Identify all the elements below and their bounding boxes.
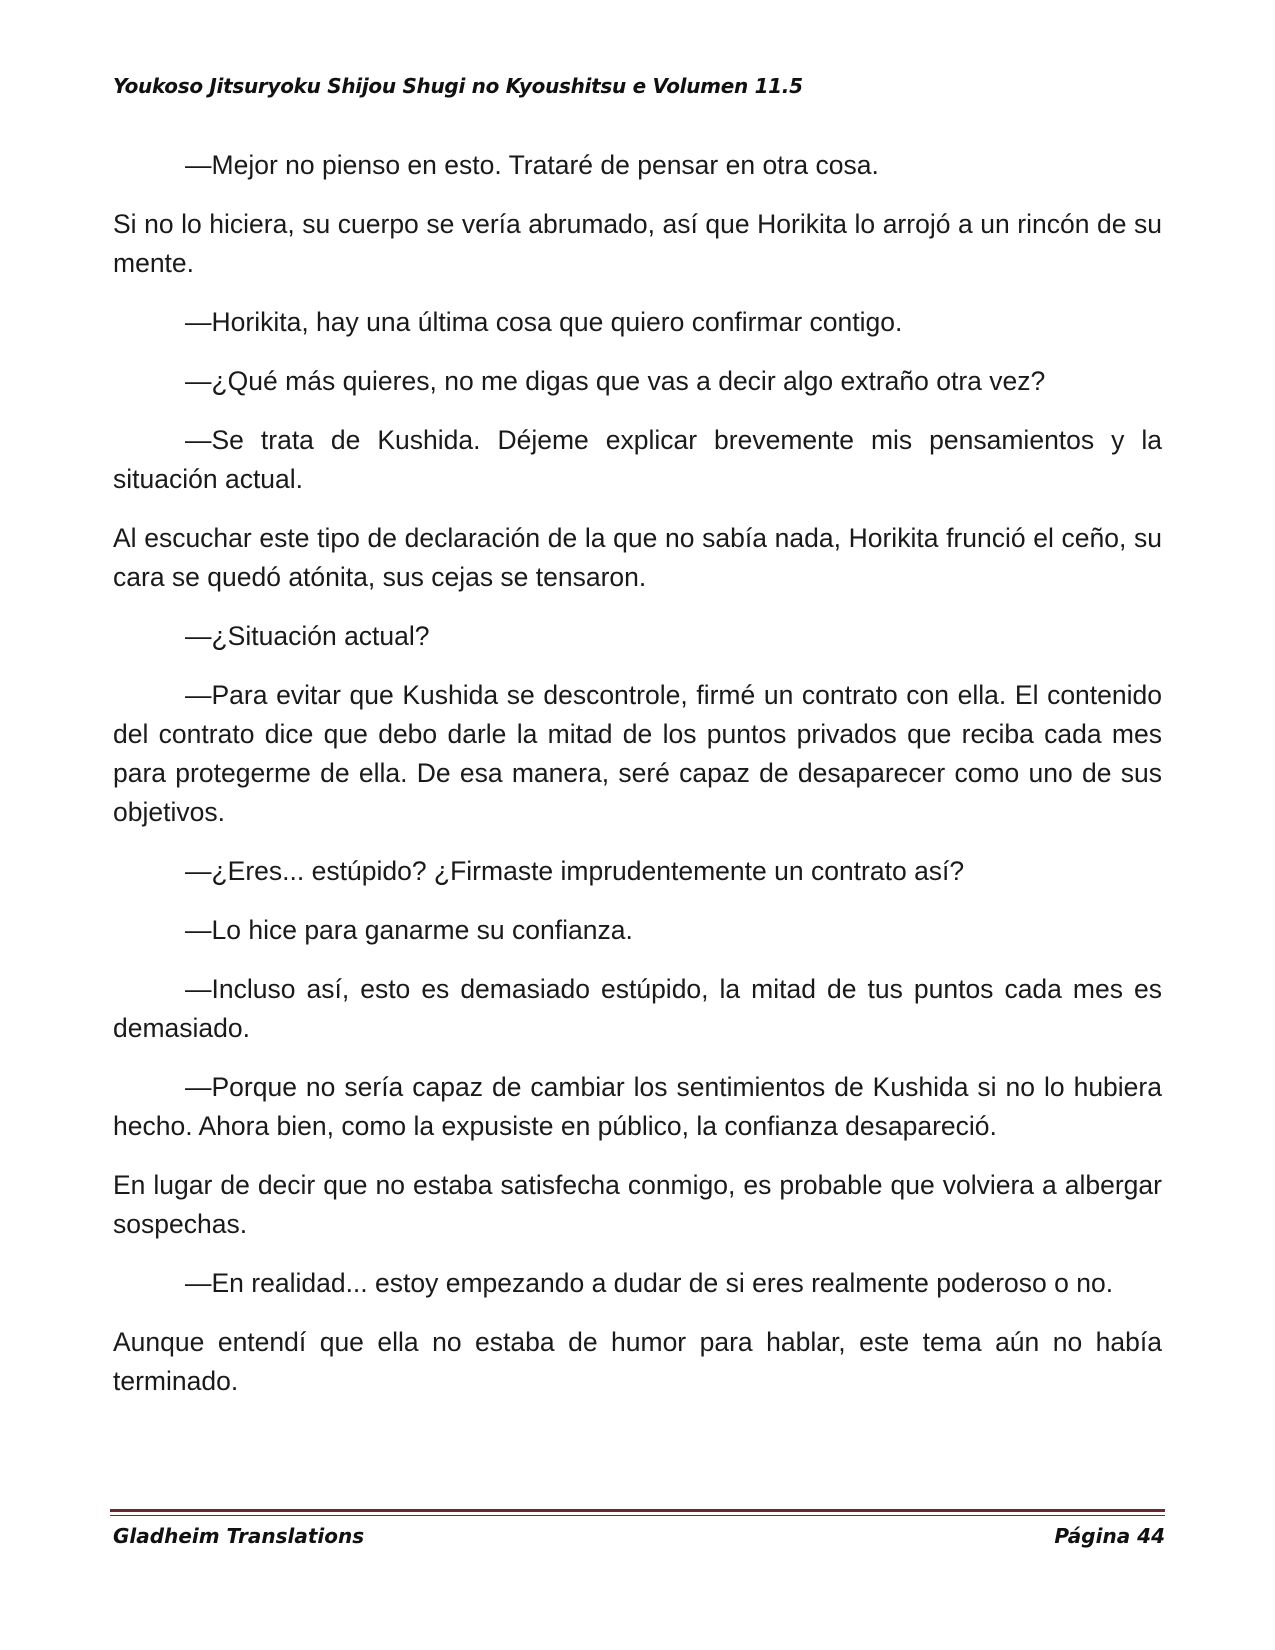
paragraph: En lugar de decir que no estaba satisfecha conmigo, es probable que volviera a albergar sospechas. <box>113 1170 1162 1239</box>
footer-credit: Gladheim Translations <box>113 1524 365 1548</box>
page-number: Página 44 <box>1054 1524 1165 1548</box>
footer-divider <box>110 1509 1165 1512</box>
paragraph: —En realidad... estoy empezando a dudar de si eres realmente poderoso o no. <box>185 1268 1114 1298</box>
paragraph: —Porque no sería capaz de cambiar los sentimientos de Kushida si no lo hubiera hecho. Ahora bien, como la expusiste en público, la confianza desapareció. <box>113 1072 1162 1141</box>
paragraph: —Incluso así, esto es demasiado estúpido, la mitad de tus puntos cada mes es demasiado. <box>113 974 1162 1043</box>
footer-divider-thin <box>110 1515 1165 1516</box>
paragraph: —Horikita, hay una última cosa que quiero confirmar contigo. <box>185 307 903 337</box>
paragraph: —¿Qué más quieres, no me digas que vas a decir algo extraño otra vez? <box>185 366 1046 396</box>
paragraph: Al escuchar este tipo de declaración de la que no sabía nada, Horikita frunció el ceño, su cara se quedó atónita, sus cejas se tensaron. <box>113 523 1162 592</box>
paragraph: —Lo hice para ganarme su confianza. <box>185 915 633 945</box>
paragraph: —Se trata de Kushida. Déjeme explicar brevemente mis pensamientos y la situación actual. <box>113 425 1162 494</box>
paragraph: Si no lo hiciera, su cuerpo se vería abrumado, así que Horikita lo arrojó a un rincón de su mente. <box>113 209 1162 278</box>
paragraph: —Mejor no pienso en esto. Trataré de pensar en otra cosa. <box>185 150 879 180</box>
page-header-title: Youkoso Jitsuryoku Shijou Shugi no Kyoushitsu e Volumen 11.5 <box>113 74 803 98</box>
paragraph: Aunque entendí que ella no estaba de humor para hablar, este tema aún no había terminado. <box>113 1327 1162 1396</box>
paragraph: —Para evitar que Kushida se descontrole, firmé un contrato con ella. El contenido del contrato dice que debo darle la mitad de los puntos privados que reciba cada mes para protegerme de ella. De esa manera, seré capaz de desaparecer como uno de sus objetivos. <box>113 680 1162 827</box>
paragraph: —¿Situación actual? <box>185 621 430 651</box>
body-text <box>113 146 1162 1421</box>
paragraph: —¿Eres... estúpido? ¿Firmaste imprudentemente un contrato así? <box>185 856 965 886</box>
